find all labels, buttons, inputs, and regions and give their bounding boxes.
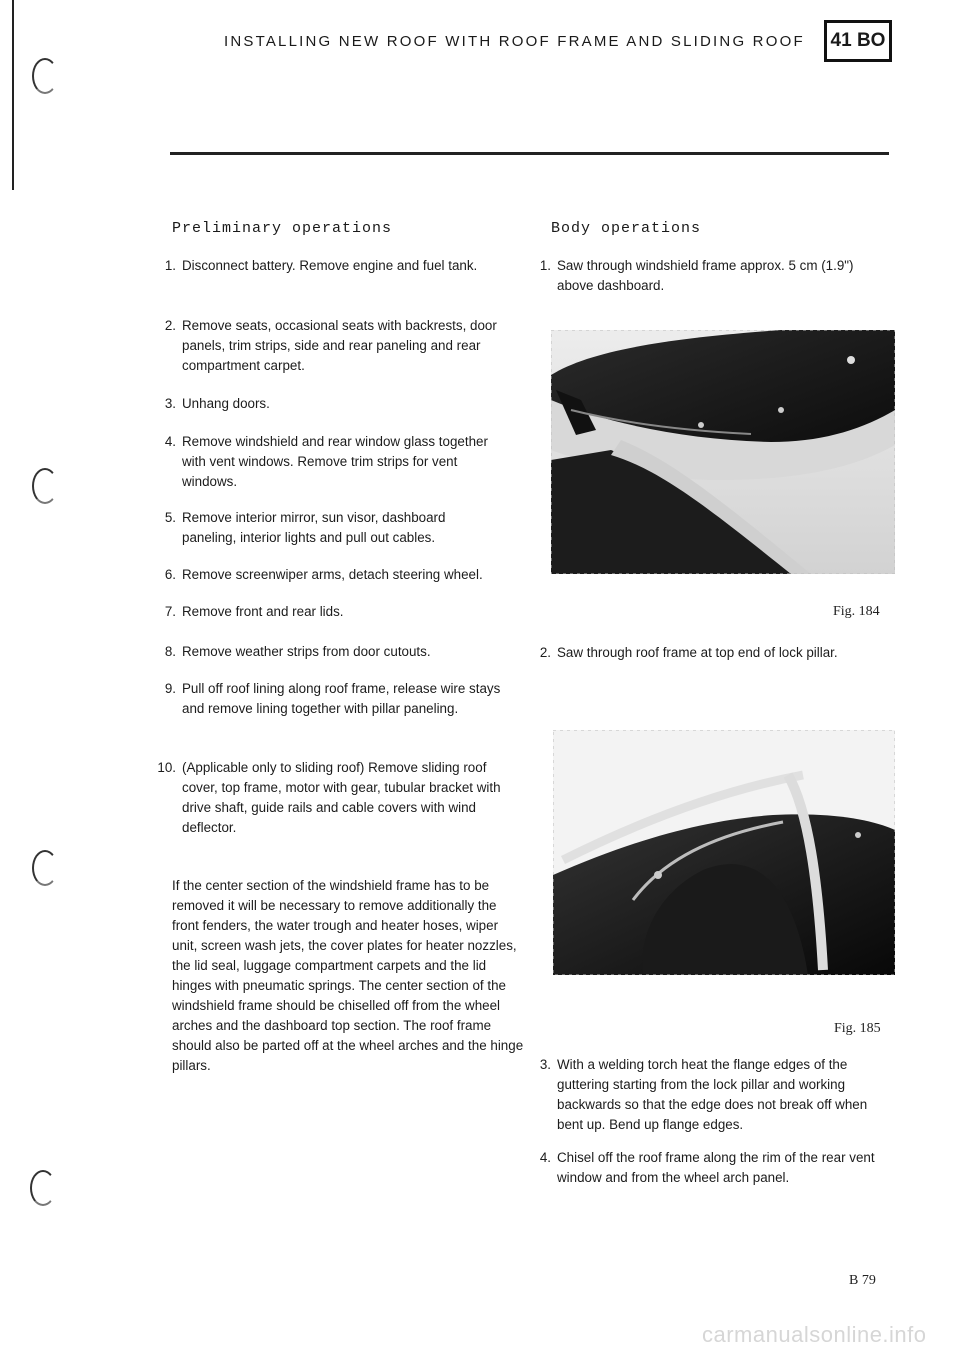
prelim-step [154, 758, 529, 838]
body-step [529, 643, 909, 663]
prelim-step [154, 642, 529, 662]
page-title: INSTALLING NEW ROOF WITH ROOF FRAME AND SLIDING ROOF [224, 33, 805, 50]
step-number: 4. [539, 1150, 551, 1165]
step-text: With a welding torch heat the flange edges of the guttering starting from the lock pillar and working backwards so that the edge does not break off when bent up. Bend up flange edges. [557, 1057, 868, 1132]
note-paragraph: If the center section of the windshield frame has to be removed it will be necessary to remove additionally the front fenders, the water trough and heater hoses, wiper unit, screen wash jets, the cover plates for heater nozzles, the lid seal, luggage compartment carpets and the lid hinges with pneumatic springs. The center section of the windshield frame should be chiselled off from the wheel arches and the dashboard top section. The roof frame should also be parted off at the wheel arches and the hinge pillars. [172, 878, 524, 1073]
prelim-step [154, 394, 529, 414]
body-step [529, 256, 899, 296]
body-step [529, 1055, 904, 1135]
step-number: 2. [539, 645, 551, 660]
figure-184-photo [551, 330, 895, 574]
step-text: Disconnect battery. Remove engine and fuel tank. [182, 258, 478, 273]
step-number: 6. [164, 567, 176, 582]
step-text: Saw through roof frame at top end of lock pillar. [557, 645, 838, 660]
prelim-step [154, 432, 529, 492]
prelim-step [154, 602, 529, 622]
windshield-frame-photo [551, 330, 895, 574]
right-column-heading: Body operations [551, 220, 702, 237]
step-text: Saw through windshield frame approx. 5 cm (1.9") above dashboard. [557, 258, 854, 293]
figure-184-caption: Fig. 184 [833, 604, 880, 619]
punch-hole [32, 58, 58, 94]
step-number: 5. [164, 510, 176, 525]
step-number: 3. [164, 396, 176, 411]
page-number: B 79 [849, 1273, 876, 1288]
step-number: 7. [164, 604, 176, 619]
punch-hole [30, 1170, 56, 1206]
step-text: Pull off roof lining along roof frame, release wire stays and remove lining together with pillar paneling. [182, 681, 501, 716]
binder-edge-line [12, 0, 14, 190]
step-number: 8. [164, 644, 176, 659]
step-text: Remove screenwiper arms, detach steering wheel. [182, 567, 483, 582]
header-rule [170, 152, 889, 155]
roof-frame-lock-pillar-photo [553, 730, 895, 975]
step-number: 1. [539, 258, 551, 273]
figure-185-photo [553, 730, 895, 975]
section-code-badge: 41 BO [824, 20, 892, 62]
step-text: Remove seats, occasional seats with backrests, door panels, trim strips, side and rear paneling and rear compartment carpet. [182, 318, 497, 373]
step-text: Remove interior mirror, sun visor, dashboard paneling, interior lights and pull out cables. [182, 510, 446, 545]
prelim-step [154, 565, 534, 585]
step-number: 4. [164, 434, 176, 449]
punch-hole [32, 468, 58, 504]
step-number: 2. [164, 318, 176, 333]
left-column-heading: Preliminary operations [172, 220, 393, 237]
step-number: 10. [157, 760, 176, 775]
figure-185-caption: Fig. 185 [834, 1021, 881, 1036]
step-text: Unhang doors. [182, 396, 270, 411]
step-text: Remove weather strips from door cutouts. [182, 644, 431, 659]
step-text: (Applicable only to sliding roof) Remove sliding roof cover, top frame, motor with gear, tubular bracket with drive shaft, guide rails and cable covers with wind deflector. [182, 760, 501, 835]
body-step [529, 1148, 904, 1188]
step-text: Remove front and rear lids. [182, 604, 344, 619]
prelim-step [154, 679, 529, 719]
step-number: 3. [539, 1057, 551, 1072]
prelim-step [154, 508, 529, 548]
step-text: Remove windshield and rear window glass together with vent windows. Remove trim strips for vent windows. [182, 434, 488, 489]
step-text: Chisel off the roof frame along the rim of the rear vent window and from the wheel arch panel. [557, 1150, 875, 1185]
watermark-text: carmanualsonline.info [702, 1322, 927, 1347]
step-number: 1. [164, 258, 176, 273]
punch-hole [32, 850, 58, 886]
prelim-step [154, 316, 529, 376]
prelim-step [154, 256, 529, 276]
step-number: 9. [164, 681, 176, 696]
